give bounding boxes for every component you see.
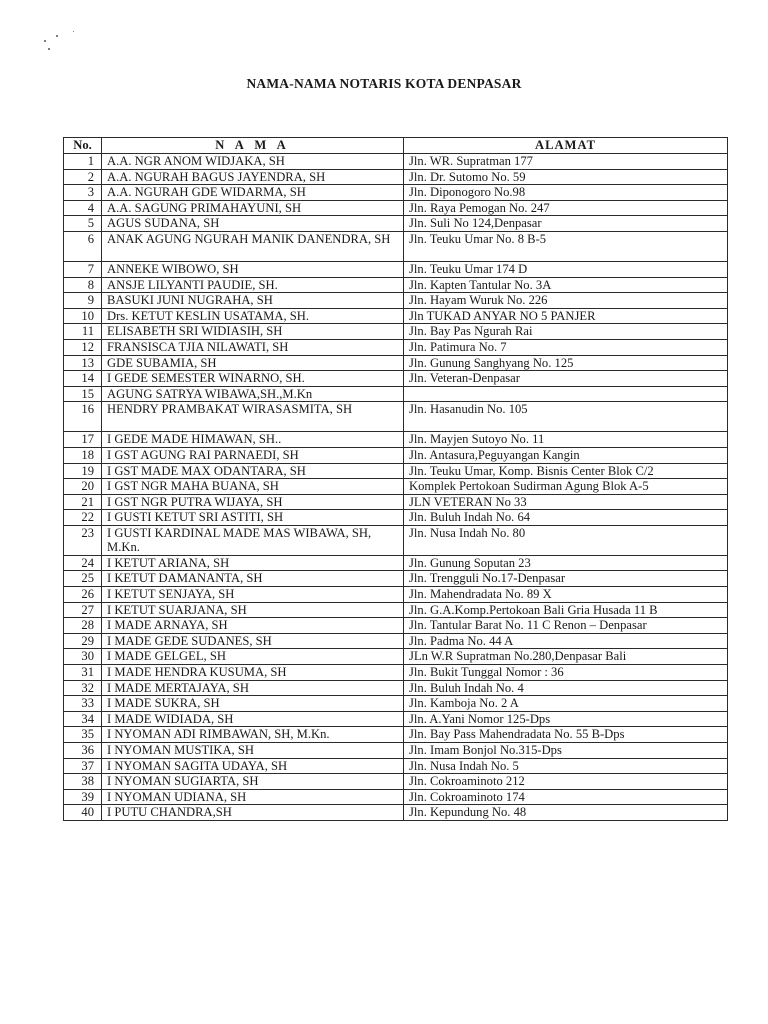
row-number: 8 [64,277,102,293]
row-number: 27 [64,602,102,618]
row-nama: BASUKI JUNI NUGRAHA, SH [102,293,404,309]
table-row [64,602,728,618]
row-alamat: Jln. Diponogoro No.98 [404,185,728,201]
table-row [64,463,728,479]
row-alamat: JLN VETERAN No 33 [404,494,728,510]
table-row [64,293,728,309]
row-nama: I GEDE SEMESTER WINARNO, SH. [102,371,404,387]
row-number: 9 [64,293,102,309]
row-nama: AGUNG SATRYA WIBAWA,SH.,M.Kn [102,386,404,402]
row-number: 16 [64,402,102,432]
row-alamat: Jln. Raya Pemogan No. 247 [404,200,728,216]
row-alamat: Komplek Pertokoan Sudirman Agung Blok A-5 [404,479,728,495]
table-row [64,711,728,727]
table-row [64,324,728,340]
scan-speck [56,35,58,37]
row-number: 23 [64,525,102,555]
row-number: 33 [64,696,102,712]
row-nama: I GUSTI KARDINAL MADE MAS WIBAWA, SH, M.Kn. [102,525,404,555]
table-row [64,261,728,277]
row-number: 18 [64,447,102,463]
row-alamat: Jln. Kepundung No. 48 [404,805,728,821]
row-alamat: Jln. Mayjen Sutoyo No. 11 [404,432,728,448]
row-nama: I GST NGR PUTRA WIJAYA, SH [102,494,404,510]
row-alamat: Jln. Gunung Sanghyang No. 125 [404,355,728,371]
table-row [64,216,728,232]
row-number: 32 [64,680,102,696]
row-nama: I NYOMAN SUGIARTA, SH [102,774,404,790]
notary-table [63,137,728,821]
table-row [64,555,728,571]
table-row [64,231,728,261]
row-number: 15 [64,386,102,402]
table-row [64,727,728,743]
row-number: 36 [64,743,102,759]
row-alamat: Jln. Imam Bonjol No.315-Dps [404,743,728,759]
row-alamat: Jln. Kamboja No. 2 A [404,696,728,712]
row-nama: I KETUT ARIANA, SH [102,555,404,571]
row-nama: I MADE WIDIADA, SH [102,711,404,727]
row-alamat: Jln. Antasura,Peguyangan Kangin [404,447,728,463]
row-alamat: Jln. Kapten Tantular No. 3A [404,277,728,293]
table-row [64,525,728,555]
scan-speck [44,40,46,42]
table-row [64,371,728,387]
row-number: 20 [64,479,102,495]
table-row [64,665,728,681]
row-nama: I GST NGR MAHA BUANA, SH [102,479,404,495]
row-alamat [404,386,728,402]
row-nama: I NYOMAN MUSTIKA, SH [102,743,404,759]
table-header-row [64,138,728,154]
row-number: 12 [64,339,102,355]
row-number: 17 [64,432,102,448]
scan-speck [48,48,50,50]
row-number: 5 [64,216,102,232]
row-alamat: Jln. Teuku Umar No. 8 B-5 [404,231,728,261]
row-nama: HENDRY PRAMBAKAT WIRASASMITA, SH [102,402,404,432]
table-row [64,680,728,696]
table-row [64,308,728,324]
row-number: 13 [64,355,102,371]
row-number: 2 [64,169,102,185]
row-alamat: Jln. Trengguli No.17-Denpasar [404,571,728,587]
row-nama: AGUS SUDANA, SH [102,216,404,232]
row-number: 30 [64,649,102,665]
table-row [64,402,728,432]
row-nama: Drs. KETUT KESLIN USATAMA, SH. [102,308,404,324]
table-row [64,479,728,495]
row-alamat: Jln. Mahendradata No. 89 X [404,587,728,603]
row-alamat: Jln. Patimura No. 7 [404,339,728,355]
row-number: 28 [64,618,102,634]
row-alamat: Jln. Suli No 124,Denpasar [404,216,728,232]
table-row [64,355,728,371]
row-nama: A.A. NGURAH BAGUS JAYENDRA, SH [102,169,404,185]
row-alamat: Jln TUKAD ANYAR NO 5 PANJER [404,308,728,324]
column-header-nama: N A M A [102,138,404,154]
row-alamat: Jln. A.Yani Nomor 125-Dps [404,711,728,727]
row-nama: I KETUT DAMANANTA, SH [102,571,404,587]
row-nama: I GST MADE MAX ODANTARA, SH [102,463,404,479]
table-row [64,339,728,355]
row-nama: ELISABETH SRI WIDIASIH, SH [102,324,404,340]
row-nama: I MADE GEDE SUDANES, SH [102,633,404,649]
row-number: 31 [64,665,102,681]
table-row [64,510,728,526]
row-number: 40 [64,805,102,821]
table-body [64,154,728,821]
table-row [64,494,728,510]
row-alamat: Jln. G.A.Komp.Pertokoan Bali Gria Husada 11 B [404,602,728,618]
row-alamat: Jln. Buluh Indah No. 64 [404,510,728,526]
row-alamat: Jln. WR. Supratman 177 [404,154,728,170]
row-alamat: Jln. Bay Pas Ngurah Rai [404,324,728,340]
row-nama: A.A. NGURAH GDE WIDARMA, SH [102,185,404,201]
table-row [64,571,728,587]
row-alamat: Jln. Cokroaminoto 174 [404,789,728,805]
row-nama: FRANSISCA TJIA NILAWATI, SH [102,339,404,355]
column-header-no: No. [64,138,102,154]
row-alamat: Jln. Nusa Indah No. 80 [404,525,728,555]
table-row [64,432,728,448]
row-alamat: Jln. Hayam Wuruk No. 226 [404,293,728,309]
row-nama: I MADE GELGEL, SH [102,649,404,665]
row-number: 35 [64,727,102,743]
row-number: 37 [64,758,102,774]
row-alamat: Jln. Nusa Indah No. 5 [404,758,728,774]
table-row [64,587,728,603]
row-nama: ANSJE LILYANTI PAUDIE, SH. [102,277,404,293]
row-nama: ANNEKE WIBOWO, SH [102,261,404,277]
column-header-alamat: ALAMAT [404,138,728,154]
row-nama: I GEDE MADE HIMAWAN, SH.. [102,432,404,448]
row-alamat: Jln. Gunung Soputan 23 [404,555,728,571]
table-row [64,185,728,201]
row-nama: I MADE SUKRA, SH [102,696,404,712]
table-row [64,743,728,759]
row-nama: I MADE ARNAYA, SH [102,618,404,634]
row-nama: I PUTU CHANDRA,SH [102,805,404,821]
row-nama: I NYOMAN ADI RIMBAWAN, SH, M.Kn. [102,727,404,743]
row-alamat: Jln. Padma No. 44 A [404,633,728,649]
row-number: 34 [64,711,102,727]
row-nama: GDE SUBAMIA, SH [102,355,404,371]
row-number: 24 [64,555,102,571]
table-row [64,277,728,293]
row-nama: I KETUT SUARJANA, SH [102,602,404,618]
row-nama: I GUSTI KETUT SRI ASTITI, SH [102,510,404,526]
table-row [64,169,728,185]
table-row [64,633,728,649]
row-nama: I MADE HENDRA KUSUMA, SH [102,665,404,681]
row-alamat: JLn W.R Supratman No.280,Denpasar Bali [404,649,728,665]
row-alamat: Jln. Cokroaminoto 212 [404,774,728,790]
document-title: NAMA-NAMA NOTARIS KOTA DENPASAR [246,76,522,91]
row-alamat: Jln. Hasanudin No. 105 [404,402,728,432]
row-number: 26 [64,587,102,603]
table-row [64,618,728,634]
row-number: 4 [64,200,102,216]
table-row [64,758,728,774]
row-number: 11 [64,324,102,340]
table-row [64,386,728,402]
row-alamat: Jln. Veteran-Denpasar [404,371,728,387]
row-nama: A.A. NGR ANOM WIDJAKA, SH [102,154,404,170]
row-nama: ANAK AGUNG NGURAH MANIK DANENDRA, SH [102,231,404,261]
row-number: 3 [64,185,102,201]
row-number: 25 [64,571,102,587]
row-nama: I GST AGUNG RAI PARNAEDI, SH [102,447,404,463]
row-alamat: Jln. Teuku Umar, Komp. Bisnis Center Blok C/2 [404,463,728,479]
row-number: 19 [64,463,102,479]
row-alamat: Jln. Buluh Indah No. 4 [404,680,728,696]
table-row [64,774,728,790]
row-nama: I NYOMAN SAGITA UDAYA, SH [102,758,404,774]
row-alamat: Jln. Dr. Sutomo No. 59 [404,169,728,185]
table-row [64,789,728,805]
table-row [64,649,728,665]
row-number: 7 [64,261,102,277]
table-row [64,696,728,712]
row-nama: A.A. SAGUNG PRIMAHAYUNI, SH [102,200,404,216]
row-nama: I NYOMAN UDIANA, SH [102,789,404,805]
row-number: 22 [64,510,102,526]
row-alamat: Jln. Teuku Umar 174 D [404,261,728,277]
row-number: 29 [64,633,102,649]
row-alamat: Jln. Bay Pass Mahendradata No. 55 B-Dps [404,727,728,743]
table-row [64,447,728,463]
scan-speck [73,31,74,32]
row-number: 10 [64,308,102,324]
row-nama: I MADE MERTAJAYA, SH [102,680,404,696]
row-number: 21 [64,494,102,510]
row-number: 14 [64,371,102,387]
row-number: 1 [64,154,102,170]
table-row [64,200,728,216]
table-row [64,805,728,821]
row-number: 38 [64,774,102,790]
row-number: 39 [64,789,102,805]
table-row [64,154,728,170]
row-alamat: Jln. Tantular Barat No. 11 C Renon – Denpasar [404,618,728,634]
row-nama: I KETUT SENJAYA, SH [102,587,404,603]
row-number: 6 [64,231,102,261]
row-alamat: Jln. Bukit Tunggal Nomor : 36 [404,665,728,681]
